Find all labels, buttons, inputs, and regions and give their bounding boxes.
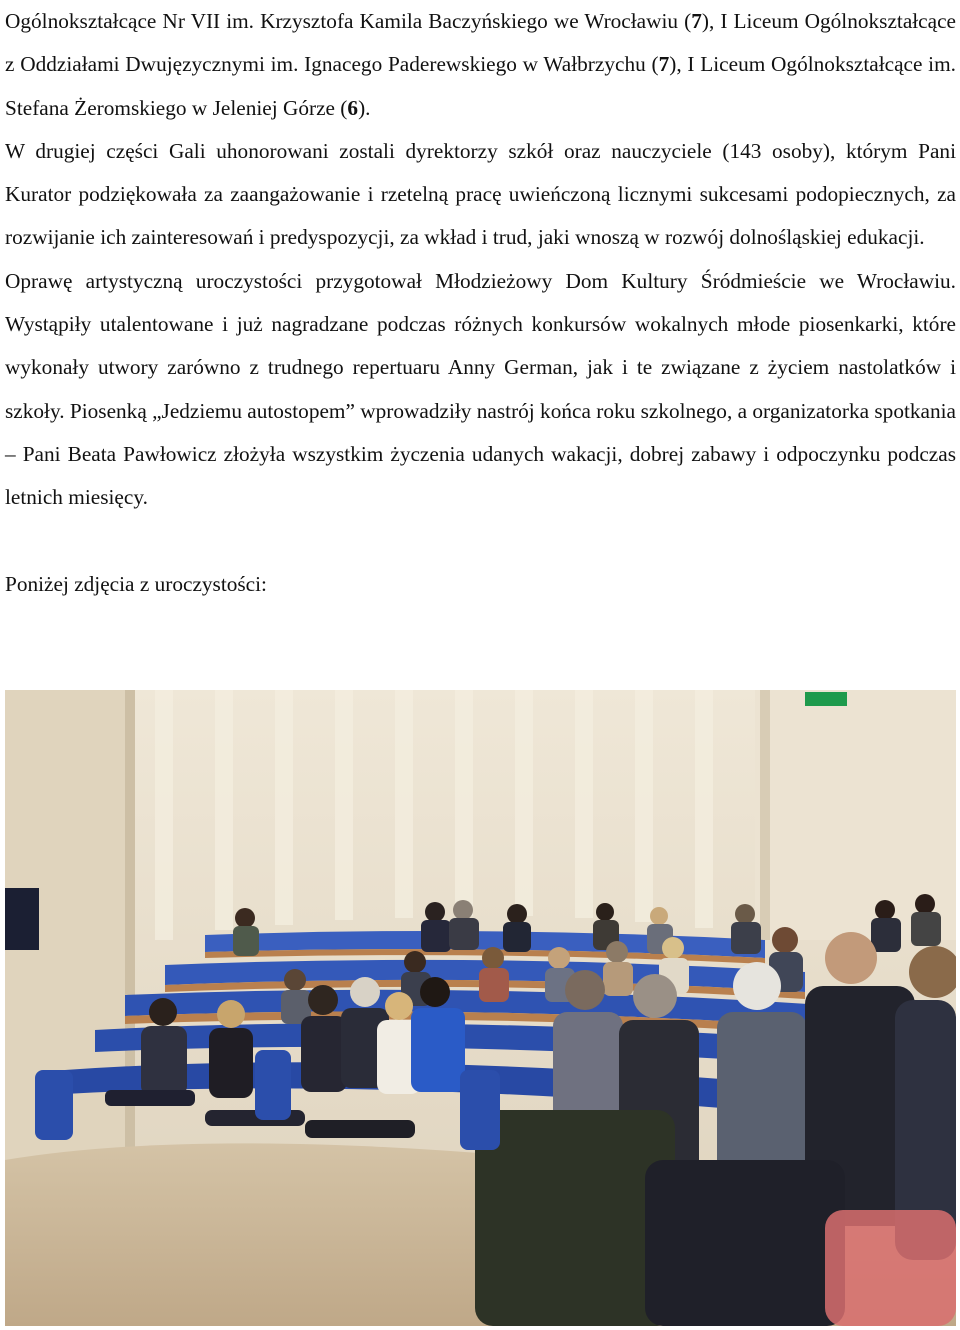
bold-count: 6 — [347, 95, 359, 120]
blank-line — [5, 520, 956, 563]
teachers-paragraph: W drugiej części Gali uhonorowani zostali dyrektorzy szkół oraz nauczyciele (143 osoby), którym Pani Kurator podziękowała za zaangażowanie i rzetelną pracę uwieńczoną licznymi sukcesami podopiecznych, za rozwijanie ich zainteresowań i predyspozycji, za wkład i trud, jaki wnoszą w rozwój dolnośląskiej edukacji. — [5, 138, 956, 250]
bold-count: 7 — [658, 52, 670, 77]
exit-sign — [805, 692, 847, 706]
photos-caption: Poniżej zdjęcia z uroczystości: — [5, 571, 267, 596]
photo-illustration — [5, 690, 956, 1326]
schools-list-end: Ogólnokształcące Nr VII im. Krzysztofa Kamila Baczyńskiego we Wrocławiu (7), I Liceum Ogólnokształcące z Oddziałami Dwujęzycznymi im. Ignacego Paderewskiego w Wałbrzychu (7), I Liceum Ogólnokształcące im. Stefana Żeromskiego w Jeleniej Górze (6). — [5, 9, 956, 120]
document-text — [5, 0, 956, 606]
wall-screen — [5, 888, 39, 950]
artistic-paragraph: Oprawę artystyczną uroczystości przygotował Młodzieżowy Dom Kultury Śródmieście we Wrocławiu. Wystąpiły utalentowane i już nagradzane podczas różnych konkursów wokalnych młode piosenkarki, które wykonały utwory zarówno z trudnego repertuaru Anny German, jak i te związane z życiem nastolatków i szkoły. Piosenką „Jedziemu autostopem” wprowadziły nastrój końca roku szkolnego, a organizatorka spotkania – Pani Beata Pawłowicz złożyła wszystkim życzenia udanych wakacji, dobrej zabawy i odpoczynku podczas letnich miesięcy. — [5, 268, 956, 510]
ceremony-photo — [5, 690, 956, 1326]
bold-count: 7 — [691, 9, 702, 33]
